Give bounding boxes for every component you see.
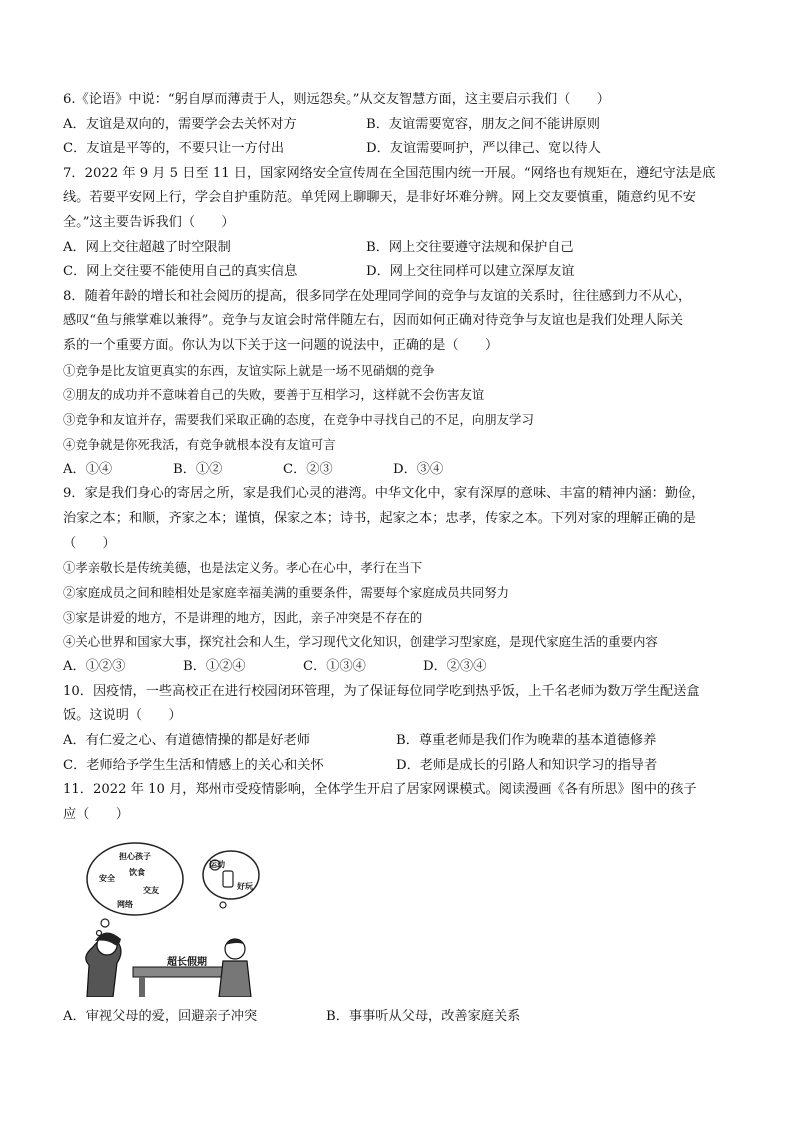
cartoon-caption: 超长假期	[167, 957, 207, 969]
q10-stem-line-2: 饭。这说明（ ）	[63, 708, 182, 724]
q9-statement-1: ①孝亲敬长是传统美德，也是法定义务。孝心在心中，孝行在当下	[63, 560, 423, 576]
q7-options-row-2	[63, 260, 735, 285]
q10-options-row-2	[63, 754, 735, 779]
q11-option-b[interactable]: B．事事听从父母，改善家庭关系	[326, 1009, 521, 1025]
q9-option-a[interactable]: A．①②③	[63, 659, 126, 675]
q8-statement-1: ①竞争是比友谊更真实的东西，友谊实际上就是一场不见硝烟的竞争	[63, 362, 435, 378]
q9-stem-line-3: （ ）	[63, 535, 116, 551]
cartoon-image	[73, 837, 293, 997]
q11-options-row-1	[63, 1005, 735, 1030]
q9-options-row	[63, 655, 735, 680]
q9-option-d[interactable]: D．②③④	[423, 659, 487, 675]
q10-options-row-1	[63, 729, 735, 754]
q9-option-b[interactable]: B．①②④	[183, 659, 246, 675]
q8-stem-line-3: 系的一个重要方面。你认为以下关于这一问题的说法中，正确的是（ ）	[63, 337, 499, 353]
q11-stem-line-1: 11．2022 年 10 月，郑州市受疫情影响，全体学生开启了居家网课模式。阅读漫画《各有所思》图中的孩子	[63, 782, 697, 798]
q6-option-a[interactable]: A．友谊是双向的，需要学会去关怀对方	[63, 116, 297, 132]
q6-option-b[interactable]: B．友谊需要宽容，朋友之间不能讲原则	[366, 116, 600, 132]
q6-options-row-1	[63, 113, 735, 138]
q9-stem-line-2: 治家之本；和顺，齐家之本；谨慎，保家之本；诗书，起家之本；忠孝，传家之本。下列对家的理解正确的是	[63, 510, 696, 526]
exam-page	[63, 88, 735, 1030]
q9-statement-4: ④关心世界和国家大事，探究社会和人生，学习现代文化知识，创建学习型家庭，是现代家庭生活的重要内容	[63, 634, 658, 650]
q8-options-row	[63, 458, 735, 483]
q8-stem-line-2: 感叹“鱼与熊掌难以兼得”。竞争与友谊会时常伴随左右，因而如何正确对待竞争与友谊也是我们处理人际关	[63, 313, 684, 329]
bubble-left-title: 担心孩子	[119, 852, 151, 862]
bubble-left-word-4: 饮食	[129, 868, 145, 878]
bubble-left-word-3: 网络	[117, 900, 133, 910]
q8-statement-4: ④竞争就是你死我活，有竞争就根本没有友谊可言	[63, 436, 336, 452]
cartoon-drawing	[73, 837, 293, 997]
q7-option-c[interactable]: C．网上交往要不能使用自己的真实信息	[63, 264, 298, 280]
q10-option-d[interactable]: D．老师是成长的引路人和知识学习的指导者	[396, 757, 658, 773]
bubble-left-word-1: 安全	[99, 874, 115, 884]
q7-option-b[interactable]: B．网上交往要遵守法规和保护自己	[366, 239, 574, 255]
q8-option-d[interactable]: D．③④	[393, 461, 444, 477]
bubble-right-word-1: 运动	[209, 860, 225, 870]
bubble-right-word-2: 好玩	[237, 882, 253, 892]
q9-stem-line-1: 9．家是我们身心的寄居之所，家是我们心灵的港湾。中华文化中，家有深厚的意味、丰富的精神内涵：勤俭，	[63, 486, 705, 502]
q7-stem-line-2: 线。若要平安网上行，学会自护重防范。单凭网上聊聊天，是非好坏难分辨。网上交友要慎重，随意约见不安	[63, 190, 696, 206]
q7-option-a[interactable]: A．网上交往超越了时空限制	[63, 239, 231, 255]
q8-statement-3: ③竞争和友谊并存，需要我们采取正确的态度，在竞争中寻找自己的不足，向朋友学习	[63, 412, 534, 428]
q10-option-c[interactable]: C．老师给予学生生活和情感上的关心和关怀	[63, 757, 324, 773]
q7-stem-line-3: 全。”这主要告诉我们（ ）	[63, 214, 235, 230]
q9-statement-3: ③家是讲爱的地方，不是讲理的地方，因此，亲子冲突是不存在的	[63, 609, 423, 625]
q7-option-d[interactable]: D．网上交往同样可以建立深厚友谊	[366, 264, 575, 280]
q6-option-d[interactable]: D．友谊需要呵护，严以律己、宽以待人	[366, 141, 601, 157]
q9-statement-2: ②家庭成员之间和睦相处是家庭幸福美满的重要条件，需要每个家庭成员共同努力	[63, 584, 510, 600]
q8-option-a[interactable]: A．①④	[63, 461, 113, 477]
q10-option-a[interactable]: A．有仁爱之心、有道德情操的都是好老师	[63, 733, 310, 749]
q11-option-a[interactable]: A．审视父母的爱，回避亲子冲突	[63, 1009, 258, 1025]
q7-options-row-1	[63, 236, 735, 261]
q11-stem-line-2: 应（ ）	[63, 806, 129, 822]
q6-options-row-2	[63, 137, 735, 162]
bubble-left-word-2: 交友	[143, 886, 159, 896]
q7-stem-line-1: 7．2022 年 9 月 5 日至 11 日，国家网络安全宣传周在全国范围内统一开展。“网络也有规矩在，遵纪守法是底	[63, 165, 716, 181]
q8-option-c[interactable]: C．②③	[283, 461, 333, 477]
q10-option-b[interactable]: B．尊重老师是我们作为晚辈的基本道德修养	[396, 733, 657, 749]
q8-stem-line-1: 8．随着年龄的增长和社会阅历的提高，很多同学在处理同学间的竞争与友谊的关系时，往往感到力不从心，	[63, 288, 692, 304]
q9-option-c[interactable]: C．①③④	[303, 659, 366, 675]
q6-option-c[interactable]: C．友谊是平等的，不要只让一方付出	[63, 141, 285, 157]
q8-statement-2: ②朋友的成功并不意味着自己的失败，要善于互相学习，这样就不会伤害友谊	[63, 387, 485, 403]
q8-option-b[interactable]: B．①②	[173, 461, 223, 477]
q6-stem: 6.《论语》中说：“躬自厚而薄责于人，则远怨矣。”从交友智慧方面，这主要启示我们（ ）	[63, 92, 610, 107]
q10-stem-line-1: 10．因疫情，一些高校正在进行校园闭环管理，为了保证每位同学吃到热乎饭，上千名老师为数万学生配送盒	[63, 683, 700, 699]
